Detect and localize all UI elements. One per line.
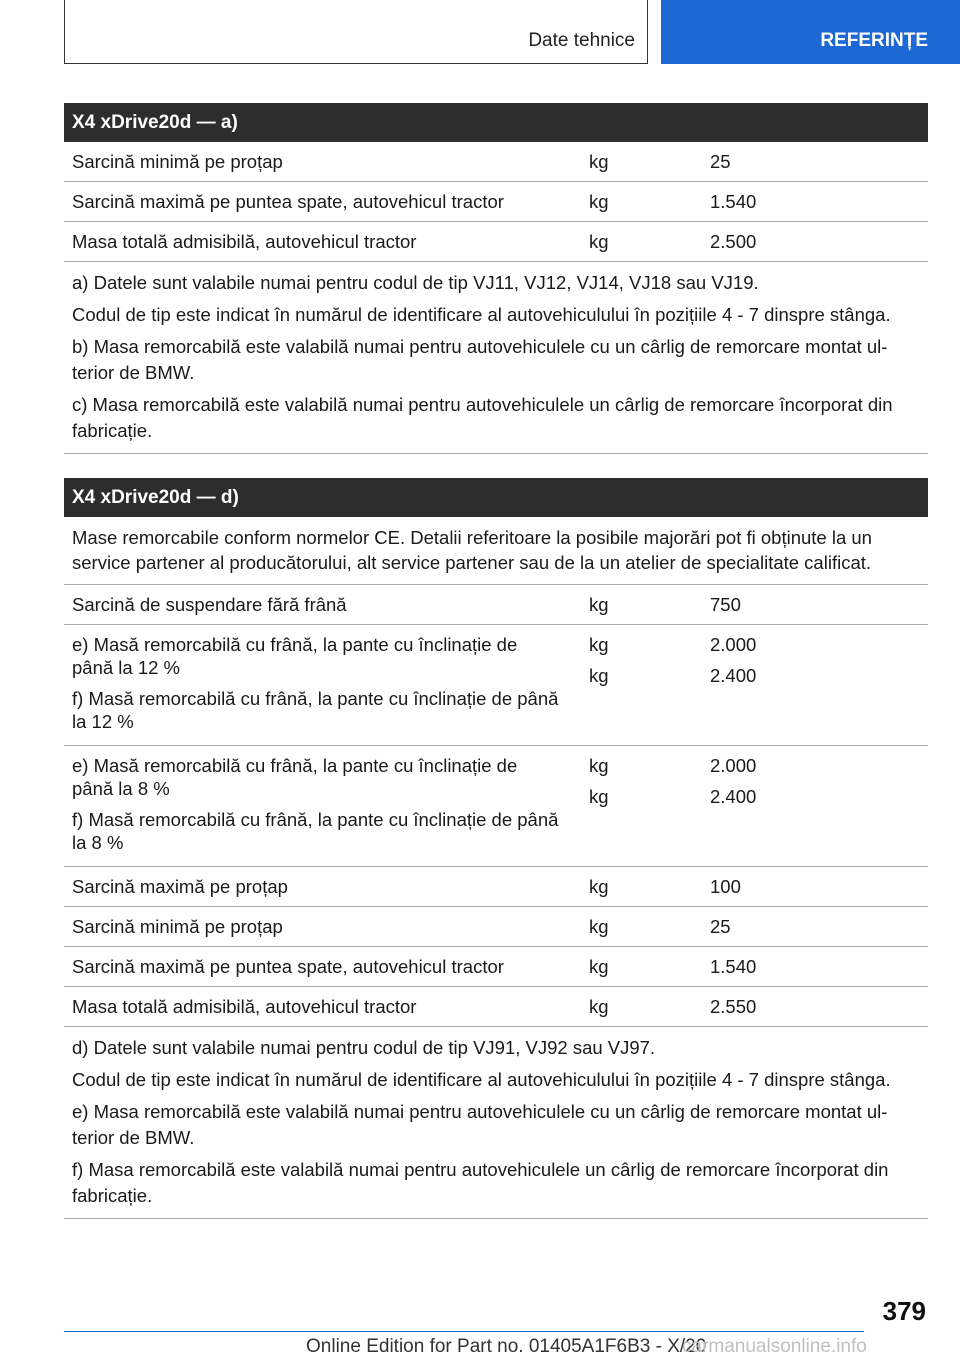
row-unit-f: kg [589, 786, 609, 807]
row-label: Sarcină maximă pe puntea spate, autovehicul tractor [72, 191, 504, 212]
table-row [64, 222, 928, 262]
row-unit: kg [589, 594, 609, 615]
row-label-f: f) Masă remorcabilă cu frână, la pante cu înclinație de până la 12 % [72, 688, 559, 732]
row-label: Masa totală admisibilă, autovehicul tractor [72, 231, 417, 252]
row-value: 100 [710, 876, 741, 897]
row-label-group [64, 633, 564, 733]
spec-table-d [64, 478, 928, 1219]
row-unit: kg [589, 956, 609, 977]
row-unit: kg [589, 231, 609, 252]
row-label-e: e) Masă remorcabilă cu frână, la pante cu înclinație de până la 12 % [72, 634, 518, 678]
row-label: Sarcină minimă pe proțap [72, 916, 283, 937]
row-value: 25 [710, 916, 731, 937]
row-value-e: 2.000 [710, 634, 757, 655]
note-type-code: Codul de tip este indicat în numărul de identificare al autovehiculului în pozițiile 4 - 7 dinspre stânga. [72, 1069, 891, 1090]
chapter-tab[interactable] [661, 0, 960, 64]
note-e: e) Masa remorcabilă este valabilă numai pentru autovehiculele cu un cârlig de remorcare montat ulterior de BMW. [72, 1101, 888, 1148]
row-label: Sarcină maximă pe puntea spate, autovehicul tractor [72, 956, 504, 977]
table-row [64, 867, 928, 907]
row-value: 25 [710, 151, 731, 172]
table-row [64, 947, 928, 987]
note-f: f) Masa remorcabilă este valabilă numai pentru autovehiculele un cârlig de remorcare încorporat din fabricație. [72, 1159, 889, 1206]
spec-table-a [64, 103, 928, 454]
table-row [64, 907, 928, 947]
row-label: Masa totală admisibilă, autovehicul tractor [72, 996, 417, 1017]
row-value: 750 [710, 594, 741, 615]
watermark-text: carmanualsonline.info [682, 1336, 867, 1357]
table-a-title: X4 xDrive20d — a) [64, 103, 928, 142]
row-value-group [696, 633, 928, 733]
row-label: Sarcină de suspendare fără frână [72, 594, 347, 615]
table-d-intro [64, 517, 928, 585]
intro-text: Mase remorcabile conform normelor CE. Detalii referitoare la posibile majorări pot fi obținute la un service partener al producătorului, alt service partener sau de la un atelier de specialitate calificat. [72, 527, 872, 573]
header-section-box [64, 0, 648, 64]
row-unit: kg [589, 996, 609, 1017]
row-unit-e: kg [589, 755, 609, 776]
row-unit: kg [589, 916, 609, 937]
row-unit: kg [589, 151, 609, 172]
page-number: 379 [882, 1296, 926, 1326]
footer-divider [64, 1331, 864, 1332]
row-unit-f: kg [589, 665, 609, 686]
row-label: Sarcină minimă pe proțap [72, 151, 283, 172]
note-d: d) Datele sunt valabile numai pentru codul de tip VJ91, VJ92 sau VJ97. [72, 1037, 656, 1058]
row-label-f: f) Masă remorcabilă cu frână, la pante cu înclinație de până la 8 % [72, 809, 559, 853]
row-value: 1.540 [710, 191, 757, 212]
row-value-f: 2.400 [710, 665, 757, 686]
table-row [64, 585, 928, 625]
table-d-notes [64, 1027, 928, 1219]
row-unit-e: kg [589, 634, 609, 655]
edition-text: Online Edition for Part no. 01405A1F6B3 - X/20 [306, 1336, 707, 1357]
note-a: a) Datele sunt valabile numai pentru codul de tip VJ11, VJ12, VJ14, VJ18 sau VJ19. [72, 272, 759, 293]
row-unit-group [564, 633, 696, 733]
table-row [64, 142, 928, 182]
row-value-f: 2.400 [710, 786, 757, 807]
row-label-group [64, 754, 564, 854]
row-unit: kg [589, 876, 609, 897]
note-c: c) Masa remorcabilă este valabilă numai pentru autovehiculele un cârlig de remorcare încorporat din fabricație. [72, 394, 893, 441]
table-row [64, 987, 928, 1027]
row-label: Sarcină maximă pe proțap [72, 876, 288, 897]
table-row-slope-12 [64, 625, 928, 746]
table-row-slope-8 [64, 746, 928, 867]
section-title: Date tehnice [528, 30, 635, 51]
row-value: 2.550 [710, 996, 757, 1017]
table-row [64, 182, 928, 222]
table-d-title: X4 xDrive20d — d) [64, 478, 928, 517]
table-a-notes [64, 262, 928, 454]
row-value-group [696, 754, 928, 854]
row-value-e: 2.000 [710, 755, 757, 776]
chapter-tab-label: REFERINȚE [820, 30, 928, 51]
row-unit-group [564, 754, 696, 854]
row-label-e: e) Masă remorcabilă cu frână, la pante cu înclinație de până la 8 % [72, 755, 518, 799]
note-b: b) Masa remorcabilă este valabilă numai pentru autovehiculele cu un cârlig de remorcare montat ulterior de BMW. [72, 336, 888, 383]
row-value: 1.540 [710, 956, 757, 977]
note-type-code: Codul de tip este indicat în numărul de identificare al autovehiculului în pozițiile 4 - 7 dinspre stânga. [72, 304, 891, 325]
row-unit: kg [589, 191, 609, 212]
row-value: 2.500 [710, 231, 757, 252]
